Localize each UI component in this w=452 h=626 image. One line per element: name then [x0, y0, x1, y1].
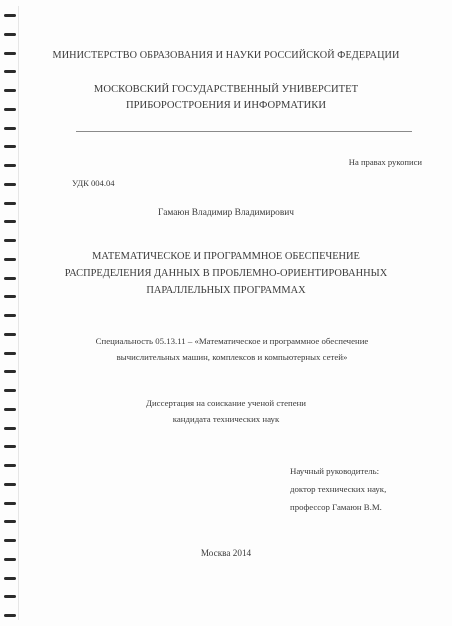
- supervisor-name: профессор Гамаюн В.М.: [290, 502, 382, 512]
- dissertation-line2: кандидата технических наук: [172, 414, 280, 424]
- dissertation-line1: Диссертация на соискание ученой степени: [145, 398, 307, 408]
- specialty-line2: вычислительных машин, комплексов и компьютерных сетей»: [116, 352, 348, 362]
- binding-ring: [4, 370, 16, 373]
- binding-ring: [4, 33, 16, 36]
- city-year: Москва 2014: [200, 548, 252, 558]
- binding-ring: [4, 577, 16, 580]
- binding-ring: [4, 520, 16, 523]
- binding-ring: [4, 183, 16, 186]
- binding-ring: [4, 70, 16, 73]
- udc-code: УДК 004.04: [72, 178, 115, 188]
- binding-ring: [4, 14, 16, 17]
- binding-ring: [4, 164, 16, 167]
- binding-ring: [4, 558, 16, 561]
- binding-ring: [4, 314, 16, 317]
- supervisor-degree: доктор технических наук,: [290, 484, 387, 494]
- rights-note: На правах рукописи: [348, 157, 422, 167]
- ministry-header: МИНИСТЕРСТВО ОБРАЗОВАНИЯ И НАУКИ РОССИЙСКОЙ ФЕДЕРАЦИИ: [52, 50, 400, 61]
- binding-ring: [4, 539, 16, 542]
- university-name-line1: МОСКОВСКИЙ ГОСУДАРСТВЕННЫЙ УНИВЕРСИТЕТ: [93, 84, 359, 95]
- binding-ring: [4, 427, 16, 430]
- page-edge: [18, 6, 446, 620]
- binding-ring: [4, 464, 16, 467]
- title-line1: МАТЕМАТИЧЕСКОЕ И ПРОГРАММНОЕ ОБЕСПЕЧЕНИЕ: [92, 251, 360, 262]
- title-line3: ПАРАЛЛЕЛЬНЫХ ПРОГРАММАХ: [146, 285, 306, 296]
- title-line2: РАСПРЕДЕЛЕНИЯ ДАННЫХ В ПРОБЛЕМНО-ОРИЕНТИРОВАННЫХ: [64, 268, 388, 279]
- binding-ring: [4, 502, 16, 505]
- binding-ring: [4, 483, 16, 486]
- supervisor-label: Научный руководитель:: [290, 466, 380, 476]
- author-name: Гамаюн Владимир Владимирович: [158, 208, 294, 218]
- binding-ring: [4, 202, 16, 205]
- binding-ring: [4, 595, 16, 598]
- binding-ring: [4, 239, 16, 242]
- binding-ring: [4, 614, 16, 617]
- university-name-line2: ПРИБОРОСТРОЕНИЯ И ИНФОРМАТИКИ: [126, 100, 326, 111]
- header-divider: [76, 131, 412, 132]
- binding-ring: [4, 127, 16, 130]
- binding-ring: [4, 389, 16, 392]
- binding-ring: [4, 220, 16, 223]
- binding-ring: [4, 408, 16, 411]
- binding-ring: [4, 445, 16, 448]
- specialty-line1: Специальность 05.13.11 – «Математическое и программное обеспечение: [95, 336, 369, 346]
- binding-ring: [4, 145, 16, 148]
